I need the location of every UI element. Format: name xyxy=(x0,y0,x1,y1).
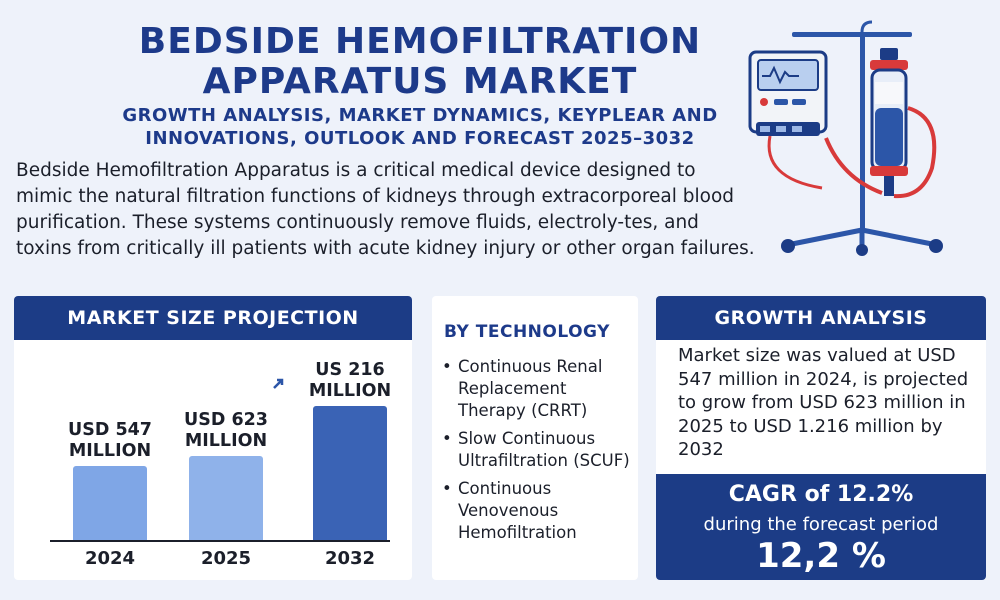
market-size-header: MARKET SIZE PROJECTION xyxy=(14,296,412,340)
chart-x-tick-label: 2025 xyxy=(200,548,252,569)
chart-bar xyxy=(189,456,263,540)
growth-header: GROWTH ANALYSIS xyxy=(656,296,986,340)
growth-description: Market size was valued at USD 547 million in 2024, is projected to grow from USD 623 million in 2025 to USD 1.216 million by 2032 xyxy=(678,345,969,460)
iv-pole-icon xyxy=(860,32,865,232)
intro-paragraph: Bedside Hemofiltration Apparatus is a critical medical device designed to mimic the natural filtration functions of kidneys through extracorporeal blood purification. These systems continuously remove fluids, electroly-tes, and toxins from critically ill patients with acute kidney injury or other organ failures. xyxy=(16,160,755,259)
cagr-big-value: 12,2 % xyxy=(756,536,886,576)
page-title: BEDSIDE HEMOFILTRATION APPARATUS MARKET xyxy=(138,21,702,102)
page-subtitle: GROWTH ANALYSIS, MARKET DYNAMICS, KEYPLEAR AND INNOVATIONS, OUTLOOK AND FORECAST 2025–3032 xyxy=(122,105,718,149)
chart-data-label: USD 623 MILLION xyxy=(184,410,268,451)
chart-x-axis xyxy=(50,540,390,542)
chart-data-label: US 216 MILLION xyxy=(308,360,392,401)
chart-bar xyxy=(73,466,147,540)
cagr-caption: during the forecast period xyxy=(703,514,939,535)
market-size-panel xyxy=(14,296,412,580)
technology-item: • Continuous Venovenous Hemofiltration xyxy=(442,478,638,544)
chart-bar xyxy=(313,406,387,540)
market-size-chart xyxy=(28,340,412,580)
technology-item: • Slow Continuous Ultrafiltration (SCUF) xyxy=(442,428,638,472)
chart-x-tick-label: 2024 xyxy=(84,548,136,569)
technology-panel xyxy=(432,296,638,580)
technology-header: BY TECHNOLOGY xyxy=(444,322,610,342)
growth-panel xyxy=(656,296,986,580)
technology-list xyxy=(442,356,638,550)
cagr-box xyxy=(656,474,986,580)
chart-x-tick-label: 2032 xyxy=(324,548,376,569)
technology-item: • Continuous Renal Replacement Therapy (CRRT) xyxy=(442,356,638,422)
cagr-value: CAGR of 12.2% xyxy=(728,482,914,507)
hemofiltration-device-illustration xyxy=(742,18,982,258)
chart-data-label: USD 547 MILLION xyxy=(68,420,152,461)
trend-arrow-icon xyxy=(272,376,286,390)
